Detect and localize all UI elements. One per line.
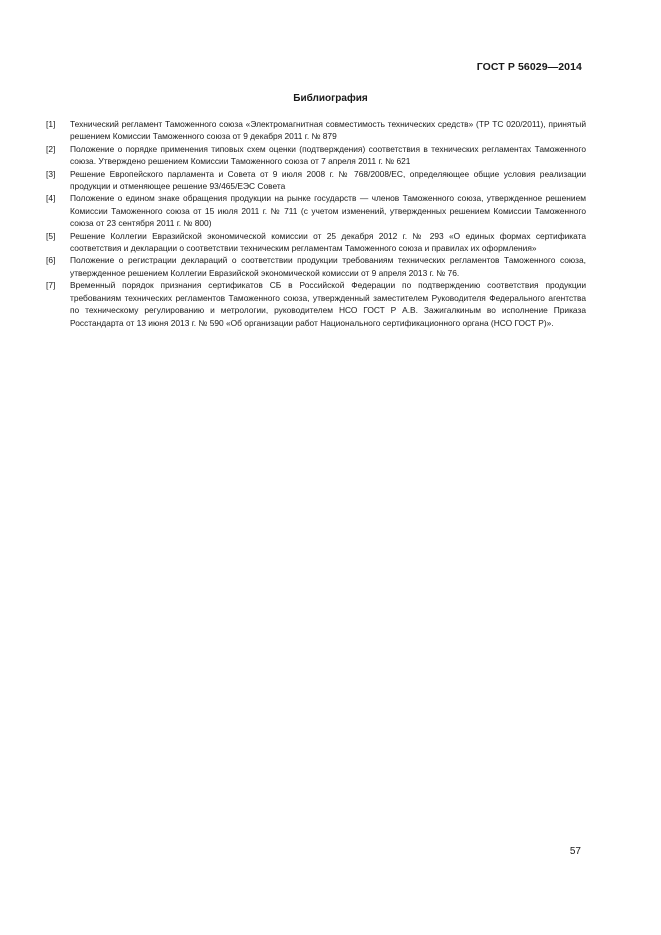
- bibliography-item-number: [6]: [46, 255, 56, 266]
- bibliography-item: [46, 230, 586, 255]
- bibliography-item: [46, 254, 586, 279]
- bibliography-item-text: Технический регламент Таможенного союза «Электромагнитная совместимость технических средств» (ТР ТС 020/2011), принятый решением Комиссии Таможенного союза от 9 декабря 2011 г. № 879: [70, 119, 586, 142]
- bibliography-item-text: Решение Европейского парламента и Совета от 9 июля 2008 г. № 768/2008/ЕС, определяющее общие условия реализации продукции и отменяющее решение 93/465/ЕЭС Совета: [70, 168, 586, 192]
- bibliography-item-number: [5]: [46, 230, 56, 241]
- standard-code: ГОСТ Р 56029—2014: [476, 61, 582, 73]
- page-number: 57: [569, 846, 581, 857]
- bibliography-item-text: Положение о порядке применения типовых схем оценки (подтверждения) соответствия в технических регламентах Таможенного союза. Утверждено решением Комиссии Таможенного союза от 7 апреля 2011 г. № 621: [70, 143, 586, 167]
- bibliography-item-text: Положение о регистрации деклараций о соответствии продукции требованиям технических регламентов Таможенного союза, утвержденное решением Коллегии Евразийской экономической комиссии от 9 апреля 2013 г. № 76.: [70, 255, 586, 278]
- bibliography-item: [46, 279, 586, 329]
- bibliography-item: [46, 192, 586, 229]
- bibliography-item: [46, 143, 586, 168]
- bibliography-item-number: [4]: [46, 193, 56, 204]
- bibliography-item-text: Решение Коллегии Евразийской экономической комиссии от 25 декабря 2012 г. № 293 «О единых формах сертификата соответствия и декларации о соответствии техническим регламентам Таможенного союза и правилах их оформления»: [70, 230, 586, 254]
- bibliography-item: [46, 118, 586, 143]
- section-title: Библиография: [293, 93, 368, 104]
- bibliography-item: [46, 168, 586, 193]
- bibliography-item-number: [2]: [46, 143, 56, 154]
- bibliography-item-text: Временный порядок признания сертификатов СБ в Российской Федерации по подтверждению соответствия продукции требованиям технических регламентов Таможенного союза, утвержденный заместителем Руководителя Федерального агентства по техническому регулированию и метрологии, руководителем НСО ГОСТ Р А.В. Зажигалкиным во исполнение Приказа Росстандарта от 13 июня 2013 г. № 590 «Об организации работ Национального сертификационного органа (НСО ГОСТ Р)».: [70, 280, 586, 328]
- bibliography-list: [46, 118, 586, 329]
- bibliography-item-text: Положение о едином знаке обращения продукции на рынке государств — членов Таможенного союза, утвержденное решением Комиссии Таможенного союза от 15 июля 2011 г. № 711 (с учетом изменений, утвержденных решением Комиссии Таможенного союза от 23 сентября 2011 г. № 800): [70, 193, 586, 229]
- bibliography-item-number: [1]: [46, 119, 56, 129]
- bibliography-item-number: [7]: [46, 280, 56, 291]
- bibliography-item-number: [3]: [46, 168, 56, 179]
